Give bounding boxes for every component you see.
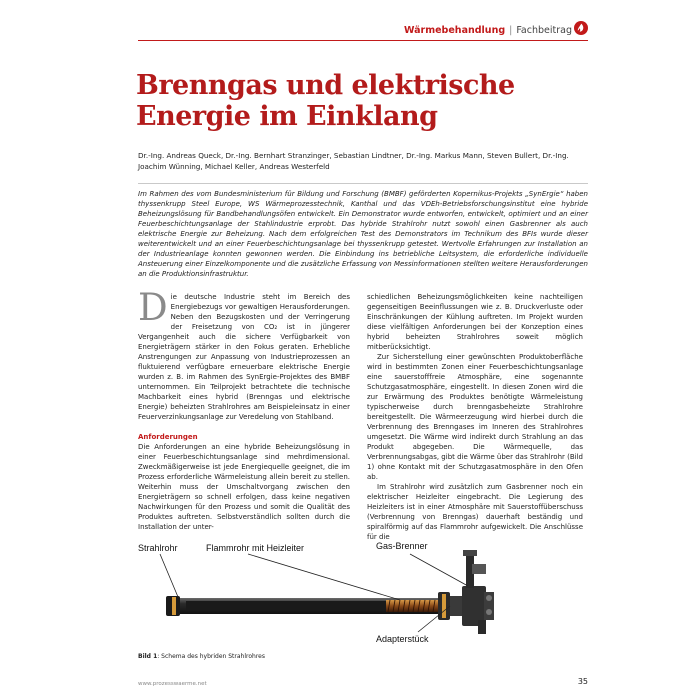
intro-text: ie deutsche Industrie steht im Bereich des Energiebezugs vor gewaltigen Herausforderungen. Neben den Bezugskosten und der Verringerung der Freisetzung von CO₂ ist in jüngerer Vergangenheit auch die sichere Verfügbarkeit von Energieträgern stärker in den Fokus geraten. Erhebliche Anstrengungen zur Anpassung von Industrieprozessen an fluktuierend verfügbare erneuerbare elektrische Energie wurden z. B. im Rahmen des SynErgie-Projektes des BMBF unternommen. Ein Teilprojekt betrachtete die technische Machbarkeit eines hybrid (Brenngas und elektrische Energie) beheizten Strahlrohres am Beispieleinsatz in einer Feuerverzinkungsanlage zur Veredelung von Stahlband. [138, 293, 350, 421]
page-number: 35 [577, 677, 588, 686]
header-rule [138, 40, 588, 41]
burner-fitting-2 [486, 609, 492, 615]
burner-valve [472, 564, 486, 574]
body-column-right [367, 292, 583, 542]
paragraph-schutzgas: Zur Sicherstellung einer gewünschten Produktoberfläche wird in bestimmten Zonen einer Feuerbeschichtungsanlage eine sauerstofffreie Atmosphäre, eine sogenannte Schutzgasatmosphäre, eingestellt. In diesen Zonen wird die zur Erwärmung des Produktes benötigte Wärmeleistung typischerweise durch brenngasbeheizte Strahlrohre bereitgestellt. Die Wärmeerzeugung wird hierbei durch die Verbrennung des Brenngases im Inneren des Strahlrohres umgesetzt. Die Wärme wird indirekt durch Strahlung an das Produkt abgegeben. Die Wärmequelle, das Verbrennungsabgas, gibt die Wärme über das Strahlrohr (Bild 1) ohne Kontakt mit der Schutzgasatmosphäre in den Ofen ab. [367, 353, 583, 481]
leader-flammrohr [248, 554, 400, 600]
burner-fitting-1 [486, 595, 492, 601]
header-separator: | [509, 24, 513, 36]
adapter-ring [442, 594, 446, 618]
leader-brenner [410, 554, 468, 586]
label-strahlrohr: Strahlrohr [138, 543, 178, 553]
leader-strahlrohr [160, 554, 178, 597]
caption-text: : Schema des hybriden Strahlrohres [157, 653, 265, 660]
abstract: Im Rahmen des vom Bundesministerium für Bildung und Forschung (BMBF) geförderten Kopernikus-Projekts „SynErgie“ haben thyssenkrupp Steel Europe, WS Wärmeprozesstechnik, Kanthal und das VDEh-Betriebsforschungsinstitut eine hybride Beheizungslösung für Bandbehandlungsöfen entwickelt. Ein Demonstrator wurde entworfen, entwickelt, optimiert und an einer Feuerbeschichtungsanlage der Stahlindustrie erprobt. Das hybride Strahlrohr nutzt sowohl einen Gasbrenner als auch elektrische Energie zur Beheizung. Nach dem erfolgreichen Test des Demonstrators im Technikum des BFIs wurde dieser weiterentwickelt und an einer Feuerbeschichtungsanlage bei thyssenkrupp getestet. Wertvolle Erfahrungen zur Installation an der Industrieanlage konnten gewonnen werden. Die Einbindung ins betriebliche Leitsystem, die erforderliche individuelle Ansteuerung einer Einzelkomponente und die zusätzliche Erfassung von Messinformationen stellten weitere Herausforderungen an die Produktionsinfrastruktur. [138, 190, 588, 278]
abstract-divider [138, 183, 588, 184]
section-header [404, 22, 572, 38]
figure-strahlrohr [138, 540, 588, 648]
title-line-2: Energie im Einklang [136, 101, 438, 132]
burner-pipe-top [463, 550, 477, 556]
title-line-1: Brenngas und elektrische [136, 70, 515, 101]
article-type: Fachbeitrag [516, 24, 572, 36]
author-list: Dr.-Ing. Andreas Queck, Dr.-Ing. Bernhart Stranzinger, Sebastian Lindtner, Dr.-Ing. Markus Mann, Steven Bullert, Dr.-Ing. Joachim Wünning, Michael Keller, Andreas Westerfeld [138, 151, 569, 171]
article-title [136, 70, 576, 132]
tube-end-ring [172, 597, 176, 615]
label-gas-brenner: Gas-Brenner [376, 541, 428, 551]
adapterstueck [450, 596, 462, 616]
section-category: Wärmebehandlung [403, 24, 506, 36]
intro-paragraph [138, 286, 350, 422]
paragraph-continuation: schiedlichen Beheizungsmöglichkeiten keine nachteiligen gegenseitigen Beeinflussungen wie z. B. Druckverluste oder Einschränkungen der Kühlung auftreten. Im Projekt wurden diese vielfältigen Anforderungen bei der Konzeption eines hybrid beheizten Strahlrohres soweit möglich mitberücksichtigt. [367, 293, 583, 351]
figure-caption [138, 653, 265, 660]
flammrohr [186, 601, 412, 611]
caption-label: Bild 1 [138, 653, 158, 660]
burner-connector [478, 620, 486, 634]
paragraph-heizleiter: Im Strahlrohr wird zusätzlich zum Gasbrenner noch ein elektrischer Heizleiter eingebracht. Die Legierung des Heizleiters ist in einer Atmosphäre mit Sauerstoffüberschuss (Verbrennung von Brenngas) dauerhaft beständig und spiralförmig auf das Flammrohr aufgewickelt. Die Anschlüsse für die [367, 483, 583, 541]
paragraph-anforderungen: Die Anforderungen an eine hybride Beheizungslösung in einer Feuerbeschichtungsanlage sind mehrdimensional. Zweckmäßigerweise ist jede Energiequelle geeignet, die im Prozess erforderliche Wärmeleistung allein bereit zu stellen. Weiterhin muss der Umschaltvorgang zwischen den Energieträgern so schnell erfolgen, dass keine negativen Nachwirkungen für den Prozess und somit die Qualität des Produktes auftreten. Selbstverständlich sollten durch die Installation der unter- [138, 443, 350, 531]
body-column-left [138, 286, 350, 532]
strahlrohr-illustration [138, 540, 588, 648]
dropcap: D [138, 286, 168, 329]
flame-logo-icon [574, 21, 588, 35]
label-flammrohr: Flammrohr mit Heizleiter [206, 543, 305, 553]
subheading-anforderungen: Anforderungen [138, 433, 198, 441]
footer-url: www.prozesswaerme.net [138, 681, 207, 687]
label-adapterstueck: Adapterstück [376, 634, 429, 644]
